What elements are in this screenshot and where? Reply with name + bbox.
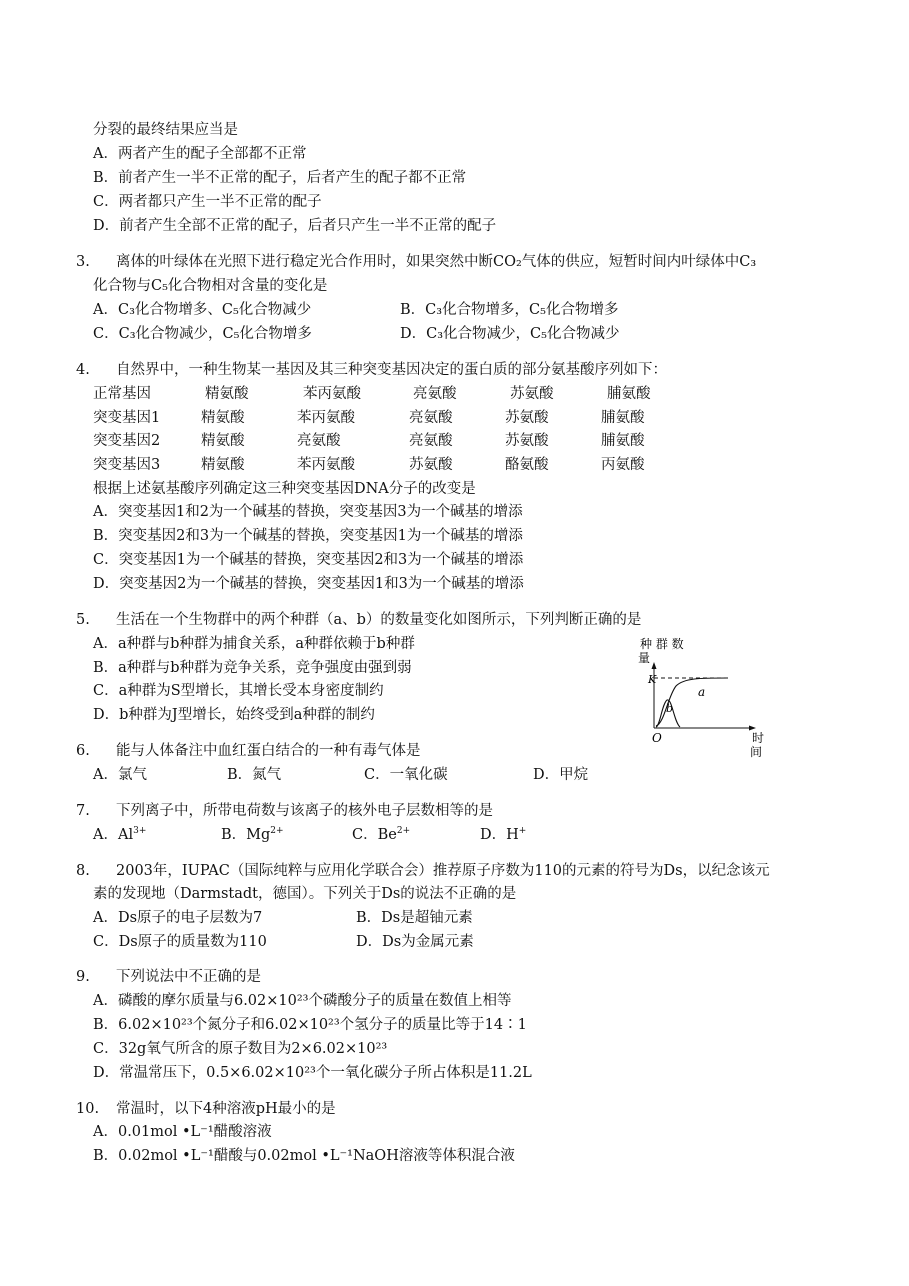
table-cell: 脯氨酸 — [601, 410, 645, 426]
table-cell: 苯丙氨酸 — [297, 410, 355, 426]
q4-option-a: A．突变基因1和2为一个碱基的替换，突变基因3为一个碱基的增添 — [93, 504, 523, 520]
q5-number: 5. — [76, 612, 90, 628]
q7-option-a-charge: 3+ — [133, 826, 147, 837]
q3-option-c: C．C₃化合物减少，C₅化合物增多 — [93, 326, 312, 342]
q8-option-d: D．Ds为金属元素 — [356, 934, 474, 950]
q7-option-a — [93, 825, 146, 845]
q5-option-a: A．a种群与b种群为捕食关系，a种群依赖于b种群 — [93, 636, 415, 652]
x-axis-label-line1: 时 — [752, 731, 765, 745]
q6-stem: 能与人体备注中血红蛋白结合的一种有毒气体是 — [116, 743, 421, 759]
q3-number: 3. — [76, 254, 90, 270]
q10-option-a: A．0.01mol •L⁻¹醋酸溶液 — [93, 1124, 272, 1140]
q7-option-c-charge: 2+ — [396, 826, 411, 837]
q9-option-c: C．32g氧气所含的原子数目为2×6.02×10²³ — [93, 1041, 388, 1057]
q10-option-b: B．0.02mol •L⁻¹醋酸与0.02mol •L⁻¹NaOH溶液等体积混合液 — [93, 1148, 515, 1164]
q5-option-b: B．a种群与b种群为竞争关系，竞争强度由强到弱 — [93, 660, 412, 676]
q5-stem: 生活在一个生物群中的两个种群（a、b）的数量变化如图所示，下列判断正确的是 — [116, 612, 642, 628]
table-cell: 酪氨酸 — [505, 457, 549, 473]
y-axis-arrow-icon — [652, 662, 657, 669]
q5-option-d: D．b种群为J型增长，始终受到a种群的制约 — [93, 707, 375, 723]
q4-question: 根据上述氨基酸序列确定这三种突变基因DNA分子的改变是 — [93, 481, 476, 497]
y-axis-label-line2: 量 — [638, 651, 651, 665]
q2-option-a: A．两者产生的配子全部都不正常 — [93, 146, 307, 162]
q7-option-b — [221, 825, 284, 845]
q7-option-d-text: D．H — [480, 827, 519, 843]
q6-option-a: A．氯气 — [93, 767, 147, 783]
q7-option-c — [352, 825, 410, 845]
table-cell: 突变基因1 — [93, 410, 161, 426]
q8-number: 8. — [76, 863, 90, 879]
q4-option-c: C．突变基因1为一个碱基的替换，突变基因2和3为一个碱基的增添 — [93, 552, 524, 568]
table-cell: 精氨酸 — [201, 433, 245, 449]
q8-stem-line2: 素的发现地（Darmstadt，德国）。下列关于Ds的说法不正确的是 — [93, 886, 517, 902]
table-cell: 苯丙氨酸 — [297, 457, 355, 473]
q2-option-c: C．两者都只产生一半不正常的配子 — [93, 194, 322, 210]
q4-stem: 自然界中，一种生物某一基因及其三种突变基因决定的蛋白质的部分氨基酸序列如下： — [116, 362, 667, 378]
q9-option-d: D．常温常压下，0.5×6.02×10²³个一氧化碳分子所占体积是11.2L — [93, 1065, 532, 1081]
curve-b-label: b — [666, 702, 674, 715]
q7-option-b-charge: 2+ — [270, 826, 284, 837]
y-axis-label-line1: 种 群 数 — [640, 637, 684, 651]
q8-option-c: C．Ds原子的质量数为110 — [93, 934, 267, 950]
table-cell: 精氨酸 — [205, 386, 249, 402]
q7-number: 7. — [76, 803, 90, 819]
x-axis-label-line2: 间 — [750, 745, 763, 759]
table-cell: 苏氨酸 — [505, 410, 549, 426]
q2-option-b: B．前者产生一半不正常的配子，后者产生的配子都不正常 — [93, 170, 467, 186]
x-axis-arrow-icon — [749, 726, 756, 731]
table-cell: 突变基因2 — [93, 433, 161, 449]
table-cell: 脯氨酸 — [607, 386, 651, 402]
table-cell: 亮氨酸 — [409, 433, 453, 449]
q6-option-b: B．氮气 — [227, 767, 282, 783]
q3-option-a: A．C₃化合物增多、C₅化合物减少 — [93, 302, 312, 318]
table-cell: 精氨酸 — [201, 410, 245, 426]
q2-option-d: D．前者产生全部不正常的配子，后者只产生一半不正常的配子 — [93, 218, 497, 234]
q9-option-b: B．6.02×10²³个氮分子和6.02×10²³个氢分子的质量比等于14∶1 — [93, 1017, 527, 1033]
q4-option-d: D．突变基因2为一个碱基的替换，突变基因1和3为一个碱基的增添 — [93, 576, 524, 592]
q7-stem: 下列离子中，所带电荷数与该离子的核外电子层数相等的是 — [116, 803, 493, 819]
table-cell: 苏氨酸 — [409, 457, 453, 473]
q4-number: 4. — [76, 362, 90, 378]
table-cell: 丙氨酸 — [601, 457, 645, 473]
table-cell: 亮氨酸 — [413, 386, 457, 402]
table-cell: 正常基因 — [93, 386, 151, 402]
q7-option-a-text: A．Al — [93, 827, 134, 843]
table-cell: 精氨酸 — [201, 457, 245, 473]
q10-stem: 常温时，以下4种溶液pH最小的是 — [116, 1101, 336, 1117]
q9-number: 9. — [76, 969, 90, 985]
q6-option-c: C．一氧化碳 — [364, 767, 448, 783]
q3-option-b: B．C₃化合物增多，C₅化合物增多 — [400, 302, 619, 318]
q8-stem-line1: 2003年，IUPAC（国际纯粹与应用化学联合会）推荐原子序数为110的元素的符号为Ds，以纪念该元 — [116, 863, 770, 879]
q7-option-d — [480, 825, 526, 845]
q3-option-d: D．C₃化合物减少，C₅化合物减少 — [400, 326, 620, 342]
table-cell: 亮氨酸 — [409, 410, 453, 426]
q2-stem-tail: 分裂的最终结果应当是 — [93, 122, 238, 138]
table-cell: 脯氨酸 — [601, 433, 645, 449]
curve-a-label: a — [698, 685, 706, 699]
q9-stem: 下列说法中不正确的是 — [116, 969, 261, 985]
population-curve-figure — [630, 636, 770, 764]
q5-option-c: C．a种群为S型增长，其增长受本身密度制约 — [93, 683, 384, 699]
q7-option-b-text: B．Mg — [221, 827, 271, 843]
q4-option-b: B．突变基因2和3为一个碱基的替换，突变基因1为一个碱基的增添 — [93, 528, 523, 544]
q3-stem-line2: 化合物与C₅化合物相对含量的变化是 — [93, 278, 328, 294]
k-label: K — [648, 673, 657, 686]
q3-stem-line1: 离体的叶绿体在光照下进行稳定光合作用时，如果突然中断CO₂气体的供应，短暂时间内叶绿体中C₃ — [116, 254, 757, 270]
table-cell: 苯丙氨酸 — [303, 386, 361, 402]
q10-number: 10. — [76, 1101, 100, 1117]
table-cell: 苏氨酸 — [510, 386, 554, 402]
table-cell: 亮氨酸 — [297, 433, 341, 449]
origin-label: O — [652, 731, 662, 745]
q8-option-b: B．Ds是超铀元素 — [356, 910, 473, 926]
q6-number: 6. — [76, 743, 90, 759]
q7-option-c-text: C．Be — [352, 827, 397, 843]
q6-option-d: D．甲烷 — [533, 767, 589, 783]
q9-option-a: A．磷酸的摩尔质量与6.02×10²³个磷酸分子的质量在数值上相等 — [93, 993, 512, 1009]
table-cell: 苏氨酸 — [505, 433, 549, 449]
q7-option-d-charge: + — [518, 826, 527, 837]
q8-option-a: A．Ds原子的电子层数为7 — [93, 910, 263, 926]
table-cell: 突变基因3 — [93, 457, 161, 473]
